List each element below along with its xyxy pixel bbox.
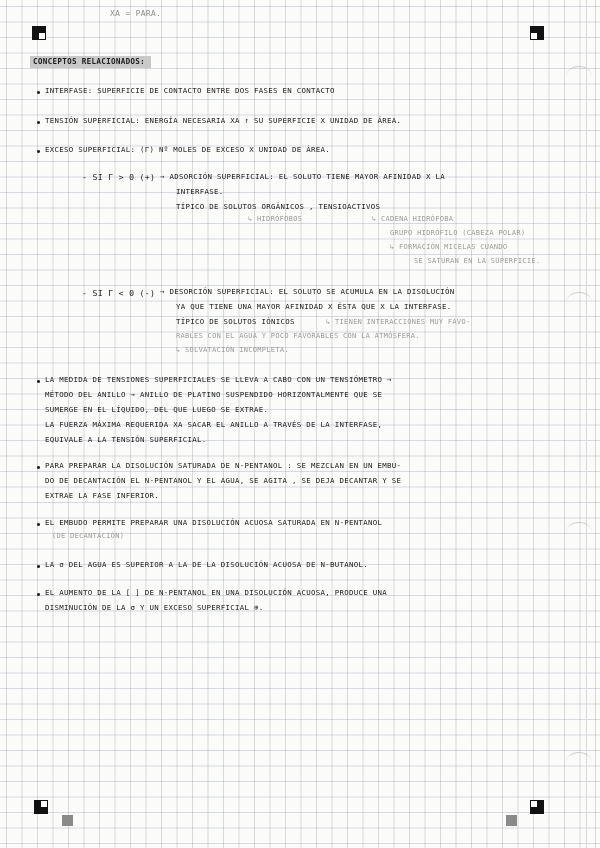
section-heading: CONCEPTOS RELACIONADOS: (30, 56, 151, 68)
gray-marker-right (506, 815, 517, 826)
header-note: XA = PARA. (110, 9, 162, 18)
bullet (37, 466, 40, 469)
bullet (37, 121, 40, 124)
page-edge-line (586, 0, 587, 848)
medida-line-1: LA MEDIDA DE TENSIONES SUPERFICIALES SE LLEVA A CABO CON UN TENSIÓMETRO → (45, 375, 392, 384)
corner-marker-top-left (32, 26, 46, 40)
binder-hole (566, 752, 592, 773)
medida-line-5: EQUIVALE A LA TENSIÓN SUPERFICIAL. (45, 435, 207, 444)
embudo-line: EL EMBUDO PERMITE PREPARAR UNA DISOLUCIÓN ACUOSA SATURADA EN N-PENTANOL (45, 518, 383, 527)
adsorcion-line-2: INTERFASE. (176, 187, 224, 196)
item-interfase: INTERFASE: SUPERFICIE DE CONTACTO ENTRE DOS FASES EN CONTACTO (45, 86, 335, 95)
preparar-line-2: DO DE DECANTACIÓN EL N-PENTANOL Y EL AGUA, SE AGITA , SE DEJA DECANTAR Y SE (45, 476, 402, 485)
aumento-line-1: EL AUMENTO DE LA [ ] DE N-PENTANOL EN UNA DISOLUCIÓN ACUOSA, PRODUCE UNA (45, 588, 387, 597)
medida-line-4: LA FUERZA MÁXIMA REQUERIDA XA SACAR EL ANILLO A TRAVÉS DE LA INTERFASE, (45, 420, 383, 429)
adsorcion-line-1: → ADSORCIÓN SUPERFICIAL: EL SOLUTO TIENE MAYOR AFINIDAD X LA (160, 172, 445, 181)
desorcion-line-2: YA QUE TIENE UNA MAYOR AFINIDAD X ÉSTA QUE X LA INTERFASE. (176, 302, 452, 311)
favorables-note: RABLES CON EL AGUA Y POCO FAVORABLES CON LA ATMÓSFERA. (176, 332, 420, 340)
bullet (37, 150, 40, 153)
decantacion-note: (DE DECANTACIÓN) (52, 532, 125, 540)
grupo-hidrofilo-note: GRUPO HIDRÓFILO (CABEZA POLAR) (390, 229, 526, 237)
desorcion-line-3a: TÍPICO DE SOLUTOS IÓNICOS (176, 317, 295, 326)
binder-hole (566, 522, 592, 543)
corner-marker-top-right (530, 26, 544, 40)
hidrofobos-note: ↳ HIDRÓFOBOS (248, 215, 303, 223)
cadena-note: ↳ CADENA HIDRÓFOBA (372, 215, 454, 223)
preparar-line-1: PARA PREPARAR LA DISOLUCIÓN SATURADA DE N-PENTANOL : SE MEZCLAN EN UN EMBU- (45, 461, 402, 470)
medida-line-3: SUMERGE EN EL LÍQUIDO, DEL QUE LUEGO SE EXTRAE. (45, 405, 269, 414)
binder-hole (566, 66, 592, 87)
micelas-note: ↳ FORMACIÓN MICELAS CUANDO (390, 243, 508, 251)
corner-marker-bottom-right (530, 800, 544, 814)
bullet (37, 593, 40, 596)
gamma-negative-condition: - SI Γ < 0 (-) (82, 288, 156, 298)
bullet (37, 91, 40, 94)
item-tension: TENSIÓN SUPERFICIAL: ENERGÍA NECESARIA XA ↑ SU SUPERFICIE X UNIDAD DE ÁREA. (45, 116, 402, 125)
bullet (37, 565, 40, 568)
medida-line-2: MÉTODO DEL ANILLO → ANILLO DE PLATINO SUSPENDIDO HORIZONTALMENTE QUE SE (45, 390, 383, 399)
item-exceso: EXCESO SUPERFICIAL: (Γ) Nº MOLES DE EXCESO X UNIDAD DE ÁREA. (45, 145, 330, 154)
preparar-line-3: EXTRAE LA FASE INFERIOR. (45, 491, 159, 500)
aumento-line-2: DISMINUCIÓN DE LA σ Y UN EXCESO SUPERFICIAL ⊕. (45, 603, 264, 612)
bullet (37, 523, 40, 526)
desorcion-line-1: → DESORCIÓN SUPERFICIAL: EL SOLUTO SE ACUMULA EN LA DISOLUCIÓN (160, 287, 455, 296)
adsorcion-line-3: TÍPICO DE SOLUTOS ORGÁNICOS , TENSIOACTIVOS (176, 202, 381, 211)
solvatacion-note: ↳ SOLVATACIÓN INCOMPLETA. (176, 346, 289, 354)
bullet (37, 380, 40, 383)
saturan-note: SE SATURAN EN LA SUPERFICIE. (414, 257, 541, 265)
binder-hole (566, 292, 592, 313)
gray-marker-left (62, 815, 73, 826)
desorcion-line-3b: ↳ TIENEN INTERACCIONES MUY FAVO- (326, 318, 471, 326)
corner-marker-bottom-left (34, 800, 48, 814)
gamma-positive-condition: - SI Γ > 0 (+) (82, 172, 156, 182)
sigma-line: LA σ DEL AGUA ES SUPERIOR A LA DE LA DISOLUCIÓN ACUOSA DE N-BUTANOL. (45, 560, 368, 569)
